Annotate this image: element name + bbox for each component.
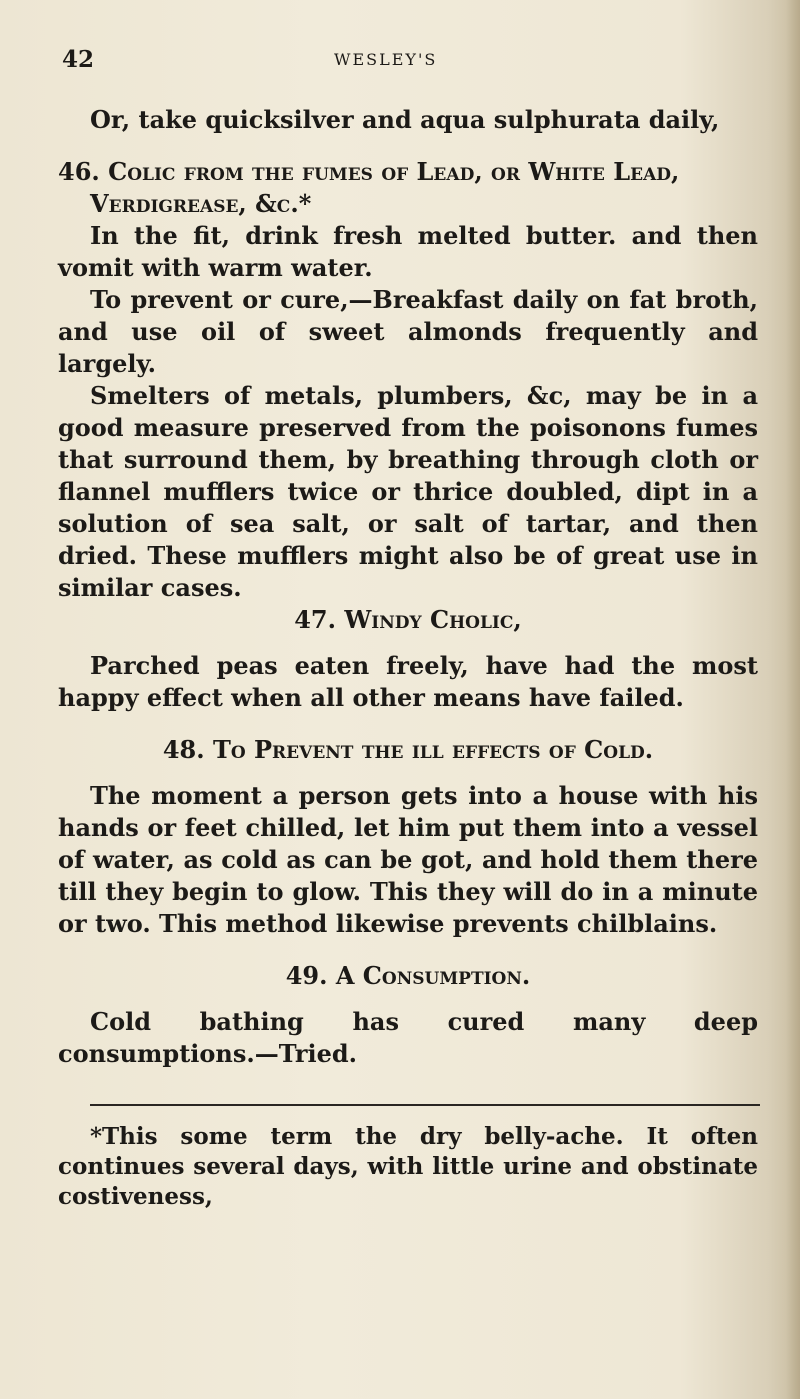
section-46-paragraph-2: To prevent or cure,—Breakfast daily on fat broth, and use oil of sweet almonds frequently and largely. xyxy=(58,285,758,378)
section-49-heading: 49. A Consumption. xyxy=(285,961,531,990)
page-header xyxy=(62,40,762,80)
footnote-divider xyxy=(90,1104,760,1106)
section-48-paragraph-1: The moment a person gets into a house with his hands or feet chilled, let him put them into a vessel of water, as cold as can be got, and hold them there till they begin to glow. This they will do in a minute or two. This method likewise prevents chilblains. xyxy=(58,781,758,938)
footnote: *This some term the dry belly-ache. It often continues several days, with little urine and obstinate costiveness, xyxy=(58,1123,758,1210)
page-body xyxy=(58,104,758,1212)
section-47-heading: 47. Windy Cholic, xyxy=(294,605,522,634)
section-49-paragraph-1: Cold bathing has cured many deep consumptions.—Tried. xyxy=(58,1007,758,1068)
intro-paragraph: Or, take quicksilver and aqua sulphurata daily, xyxy=(90,105,720,134)
section-46-paragraph-1: In the fit, drink fresh melted butter. and then vomit with warm water. xyxy=(58,221,758,282)
section-46-paragraph-3: Smelters of metals, plumbers, &c, may be in a good measure preserved from the poisonons fumes that surround them, by breathing through cloth or flannel mufflers twice or thrice doubled, dipt in a solution of sea salt, or salt of tartar, and then dried. These mufflers might also be of great use in similar cases. xyxy=(58,381,758,602)
page-edge-shadow xyxy=(786,0,800,1399)
page-number: 42 xyxy=(62,46,95,73)
section-48-heading: 48. To Prevent the ill effects of Cold. xyxy=(162,735,654,764)
section-47-paragraph-1: Parched peas eaten freely, have had the most happy effect when all other means have failed. xyxy=(58,651,758,712)
section-46-heading: 46. Colic from the fumes of Lead, or White Lead, Verdigrease, &c.* xyxy=(58,157,680,218)
running-head: WESLEY'S xyxy=(334,50,438,69)
